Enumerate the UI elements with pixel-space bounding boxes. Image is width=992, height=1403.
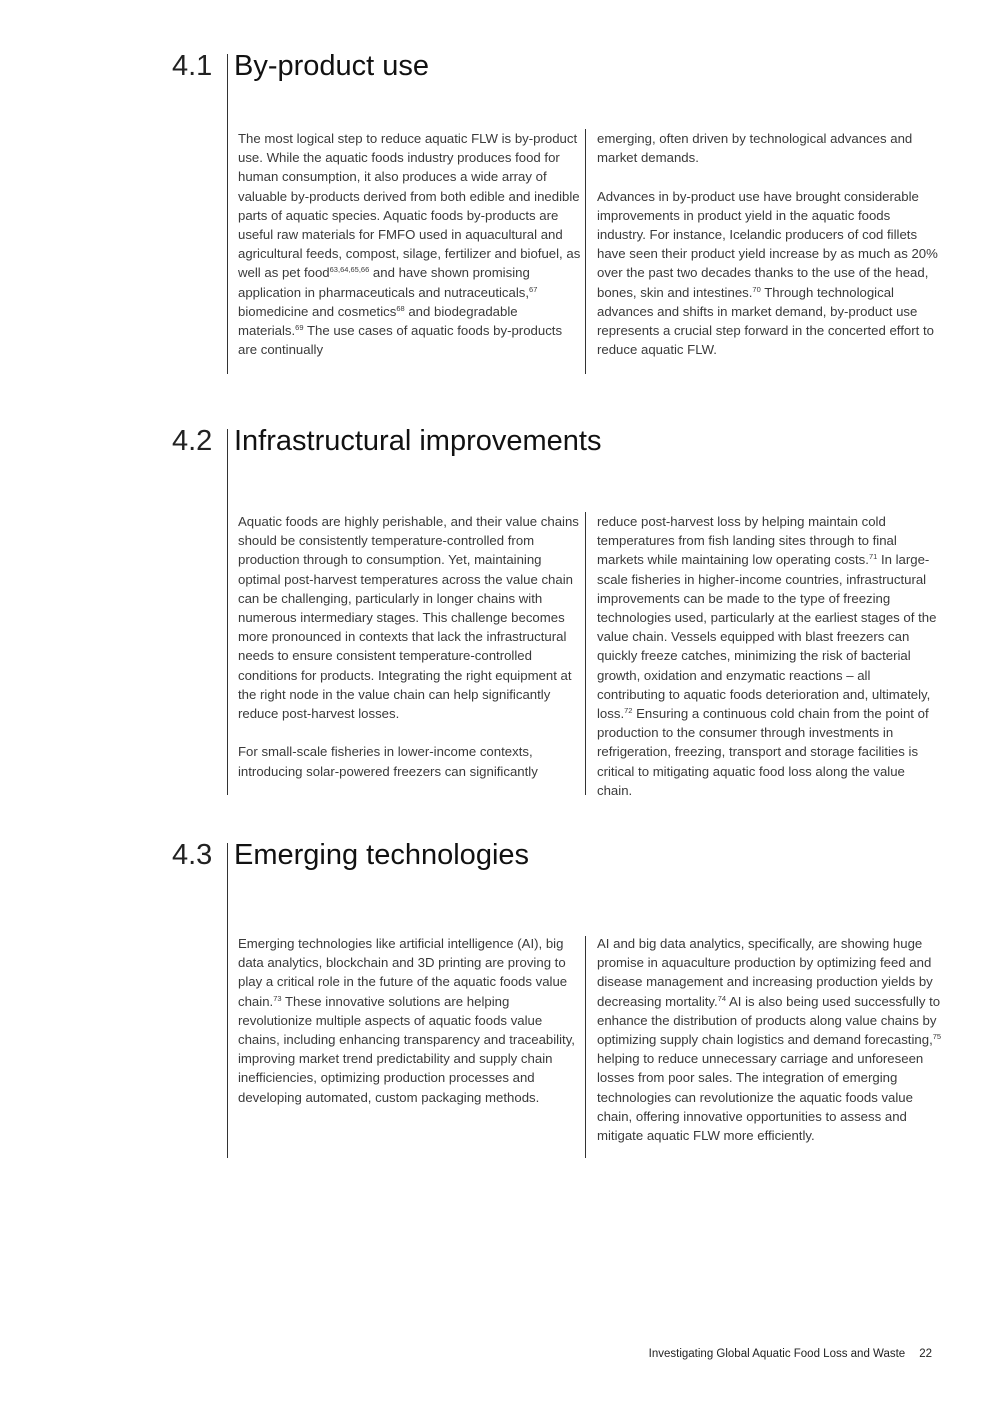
column-divider	[585, 129, 586, 374]
section-title: By-product use	[234, 50, 430, 82]
section-divider	[227, 429, 228, 795]
section-text-right	[597, 934, 942, 1145]
paragraph: reduce post-harvest loss by helping maintain cold temperatures from fish landing sites through to final markets while maintaining low operating costs.$^{71}$ In large-scale fisheries in higher-income countries, infrastructural improvements can be made to the type of freezing technologies used, particularly at the earliest stages of the value chain. Vessels equipped with blast freezers can quickly freeze catches, minimizing the risk of bacterial growth, oxidation and enzymatic reactions – all contributing to aquatic foods deterioration and, ultimately, loss.$^{72}$ Ensuring a continuous cold chain from the point of production to the consumer through investments in refrigeration, freezing, transport and storage facilities is critical to mitigating aquatic food loss along the value chain.	[597, 514, 937, 798]
page-number: 22	[919, 1348, 932, 1360]
paragraph: emerging, often driven by technological advances and market demands.	[597, 131, 913, 166]
section-title: Emerging technologies	[234, 839, 530, 871]
section-number: 4.1	[172, 50, 213, 82]
paragraph: AI and big data analytics, specifically, are showing huge promise in aquaculture production by optimizing feed and disease management and increasing production yields by decreasing mortality.$^{74}$ AI is also being used successfully to enhance the distribution of products along value chains by optimizing supply chain logistics and demand forecasting,$^{75}$ helping to reduce unnecessary carriage and unforeseen losses from poor sales. The integration of emerging technologies can revolutionize the aquatic foods value chain, offering innovative opportunities to assess and mitigate aquatic FLW more efficiently.	[597, 936, 942, 1144]
footer-title: Investigating Global Aquatic Food Loss and Waste	[648, 1348, 906, 1360]
section-number: 4.2	[172, 425, 213, 457]
column-divider	[585, 512, 586, 795]
section-divider	[227, 54, 228, 374]
paragraph: For small-scale fisheries in lower-income contexts, introducing solar-powered freezers can significantly	[238, 744, 538, 779]
paragraph: Advances in by-product use have brought considerable improvements in product yield in the aquatic foods industry. For instance, Icelandic producers of cod fillets have seen their product yield increase by as much as 20% over the past two decades thanks to the use of the head, bones, skin and intestines.$^{70}$ Through technological advances and shifts in market demand, by-product use represents a crucial step forward in the concerted effort to reduce aquatic FLW.	[597, 188, 938, 358]
section-divider	[227, 843, 228, 1158]
section-text-right	[597, 129, 942, 359]
section-number: 4.3	[172, 839, 213, 871]
section-text-left	[238, 934, 583, 1107]
paragraph: Aquatic foods are highly perishable, and their value chains should be consistently temperature-controlled from production through to consumption. Yet, maintaining optimal post-harvest temperatures across the value chain can be challenging, particularly in longer chains with numerous intermediary stages. This challenge becomes more pronounced in contexts that lack the infrastructural needs to ensure consistent temperature-controlled conditions for products. Integrating the right equipment at the right node in the value chain can help significantly reduce post-harvest losses.	[238, 514, 579, 722]
section-title: Infrastructural improvements	[234, 425, 602, 457]
column-divider	[585, 936, 586, 1158]
section-text-right	[597, 512, 942, 800]
section-text-left	[238, 129, 583, 359]
section-text-left	[238, 512, 583, 781]
page-footer	[649, 1347, 932, 1361]
paragraph: The most logical step to reduce aquatic FLW is by-product use. While the aquatic foods industry produces food for human consumption, it also produces a wide array of valuable by-products derived from both edible and inedible parts of aquatic species. Aquatic foods by-products are useful raw materials for FMFO used in aquacultural and agricultural feeds, compost, silage, fertilizer and biofuel, as well as pet food$^{63,64,65,66}$ and have shown promising application in pharmaceuticals and nutraceuticals,$^{67}$ biomedicine and cosmetics$^{68}$ and biodegradable materials.$^{69}$ The use cases of aquatic foods by-products are continually	[238, 131, 581, 358]
paragraph: Emerging technologies like artificial intelligence (AI), big data analytics, blockchain and 3D printing are proving to play a critical role in the future of the aquatic foods value chain.$^{73}$ These innovative solutions are helping revolutionize multiple aspects of aquatic foods value chains, including enhancing transparency and traceability, improving market trend predictability and supply chain inefficiencies, optimizing production processes and developing automated, custom packaging methods.	[238, 936, 575, 1105]
